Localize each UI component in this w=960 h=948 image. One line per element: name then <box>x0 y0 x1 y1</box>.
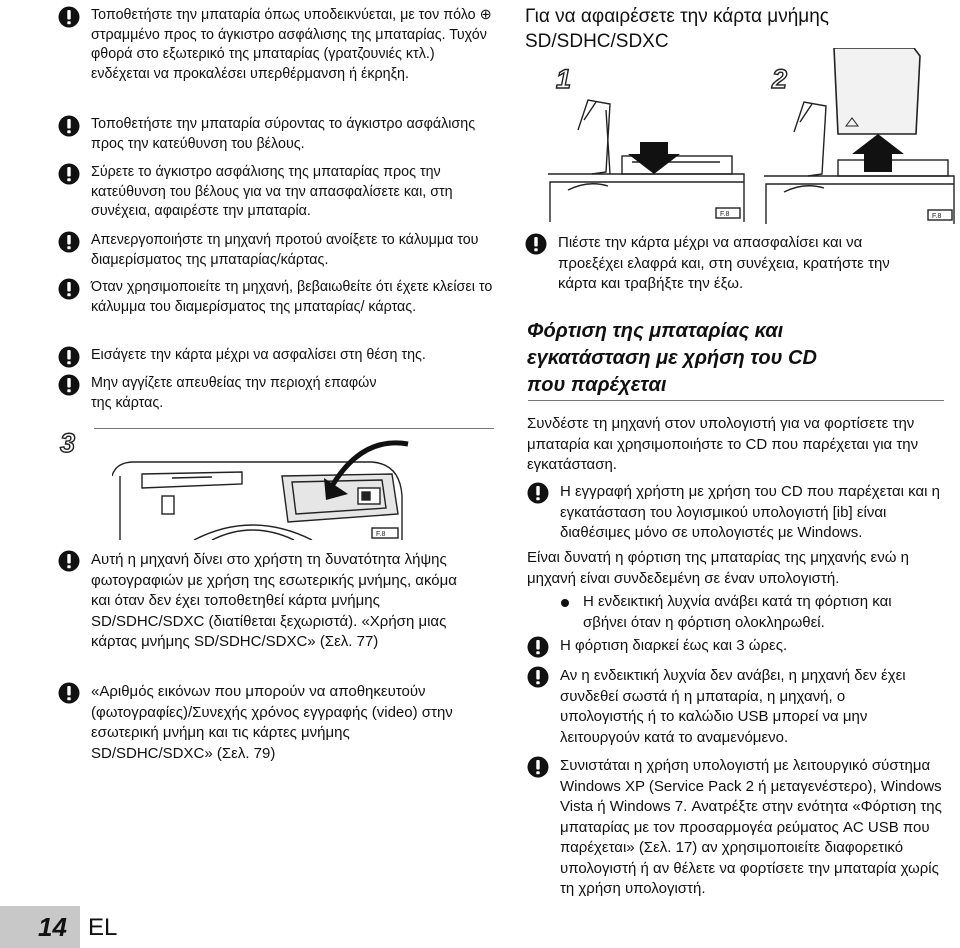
note-text: Συνιστάται η χρήση υπολογιστή με λειτουργικό σύστημα Windows XP (Service Pack 2 ή μεταγενέστερο), Windows Vista ή Windows 7. Ανατρέξτε στην ενότητα «Φόρτιση της μπαταρίας με τον προσαρμογέα ρεύματος AC USB που παρέχεται» (Σελ. 17) αν χρησιμοποιείτε διαφορετικό υπολογιστή ή αν θέλετε να φορτίσετε την μπαταρία χωρίς τη χρήση υπολογιστή. <box>560 757 942 897</box>
note-image-count <box>58 682 498 767</box>
caution-icon <box>58 346 80 368</box>
note-battery-insert <box>58 115 498 155</box>
note-text: Εισάγετε την κάρτα μέχρι να ασφαλίσει στη θέση της. <box>91 347 426 363</box>
caution-icon <box>527 756 549 778</box>
step-3-number: 3 <box>60 428 76 458</box>
caution-icon <box>527 482 549 504</box>
caution-icon <box>58 374 80 396</box>
note-text: «Αριθμός εικόνων που μπορούν να αποθηκευτούν (φωτογραφίες)/Συνεχής χρόνος εγγραφής (video) στην εσωτερική μνήμη και τις κάρτες μνήμης SD/SDHC/SDXC» (Σελ. 79) <box>91 683 453 762</box>
note-text: Όταν χρησιμοποιείτε τη μηχανή, βεβαιωθείτε ότι έχετε κλείσει το κάλυμμα του διαμερίσματος της μπαταρίας/ κάρτας. <box>91 279 493 315</box>
caution-icon <box>58 163 80 185</box>
note-press-card <box>525 233 945 295</box>
step-1-number: 1 <box>556 64 572 94</box>
svg-text:F.8: F.8 <box>376 531 386 538</box>
charging-section-title: Φόρτιση της μπαταρίας και εγκατάσταση με χρήση του CD που παρέχεται <box>527 320 817 396</box>
remove-card-title: Για να αφαιρέσετε την κάρτα μνήμης SD/SDHC/SDXC <box>525 6 829 52</box>
caution-icon <box>58 682 80 704</box>
caution-icon <box>58 231 80 253</box>
note-contacts <box>58 374 498 414</box>
caution-icon <box>525 233 547 255</box>
note-internal-memory <box>58 550 498 670</box>
note-text: Αν η ενδεικτική λυχνία δεν ανάβει, η μηχανή δεν έχει συνδεθεί σωστά ή η μπαταρία, η μηχανή, ο υπολογιστής ή το καλώδιο USB μπορεί να μην λειτουργούν κατά το αναμενόμενο. <box>560 667 906 746</box>
note-battery-orientation <box>58 6 498 106</box>
language-code: EL <box>88 914 118 941</box>
svg-text:F.8: F.8 <box>932 213 942 220</box>
step-3-rule <box>94 428 494 429</box>
note-text: Η φόρτιση διαρκεί έως και 3 ώρες. <box>560 637 788 654</box>
title-rule <box>528 400 944 401</box>
note-cd-windows <box>527 482 947 544</box>
svg-text:F.8: F.8 <box>720 211 730 218</box>
caution-icon <box>527 636 549 658</box>
camera-close-cover-illustration <box>112 436 412 540</box>
note-text: Σύρετε το άγκιστρο ασφάλισης της μπαταρίας προς την κατεύθυνση του βέλους για να την απασφαλίσετε και, στη συνέχεια, αφαιρέστε την μπαταρία. <box>91 164 453 219</box>
page-number: 14 <box>38 912 67 942</box>
note-text: Απενεργοποιήστε τη μηχανή προτού ανοίξετε το κάλυμμα του διαμερίσματος της μπαταρίας/κάρτας. <box>91 232 479 268</box>
step-2-number: 2 <box>772 64 788 94</box>
caution-icon <box>58 278 80 300</box>
caution-icon <box>58 550 80 572</box>
card-pull-out-illustration <box>764 48 960 224</box>
note-text: Αυτή η μηχανή δίνει στο χρήστη τη δυνατότητα λήψης φωτογραφιών με χρήση της εσωτερικής μνήμης, ακόμα και όταν δεν έχει τοποθετηθεί κάρτα μνήμης SD/SDHC/SDXC (διατίθεται ξεχωριστά). «Χρήση μιας κάρτας μνήμης SD/SDHC/SDXC» (Σελ. 77) <box>91 551 457 650</box>
note-text: Πιέστε την κάρτα μέχρι να απασφαλίσει και να προεξέχει ελαφρά και, στη συνέχεια, κρατήστε την κάρτα και τραβήξτε την έξω. <box>558 234 890 292</box>
note-recommended-os <box>527 756 947 900</box>
caution-icon <box>58 6 80 28</box>
note-lamp-off <box>527 666 947 748</box>
caution-icon <box>527 666 549 688</box>
bullet-dot <box>561 599 569 607</box>
note-text: Τοποθετήστε την μπαταρία όπως υποδεικνύεται, με τον πόλο ⊕ στραμμένο προς το άγκιστρο ασφάλισης της μπαταρίας. Τυχόν φθορά στο εξωτερικό της μπαταρίας (γρατζουνιές κτλ.) ενδέχεται να προκαλέσει υπερθέρμανση ή έκρηξη. <box>91 7 492 82</box>
caution-icon <box>58 115 80 137</box>
note-charge-time <box>527 636 947 658</box>
bullet-indicator-lamp: Η ενδεικτική λυχνία ανάβει κατά τη φόρτιση και σβήνει όταν η φόρτιση ολοκληρωθεί. <box>583 593 892 631</box>
note-battery-remove <box>58 163 498 223</box>
note-close-cover <box>58 278 498 338</box>
charging-intro: Συνδέστε τη μηχανή στον υπολογιστή για να φορτίσετε την μπαταρία και χρησιμοποιήστε το CD που παρέχεται για την εγκατάσταση. <box>527 415 919 473</box>
note-power-off <box>58 231 498 271</box>
charging-info: Είναι δυνατή η φόρτιση της μπαταρίας της μηχανής ενώ η μηχανή είναι συνδεδεμένη σε έναν υπολογιστή. <box>527 549 909 587</box>
note-insert-card <box>58 346 498 368</box>
card-push-illustration <box>548 90 748 222</box>
note-text: Μην αγγίζετε απευθείας την περιοχή επαφών της κάρτας. <box>91 375 377 411</box>
note-text: Η εγγραφή χρήστη με χρήση του CD που παρέχεται και η εγκατάσταση του λογισμικού υπολογιστή [ib] είναι διαθέσιμες μόνο σε υπολογιστές με Windows. <box>560 483 940 541</box>
note-text: Τοποθετήστε την μπαταρία σύροντας το άγκιστρο ασφάλισης προς την κατεύθυνση του βέλους. <box>91 116 476 152</box>
